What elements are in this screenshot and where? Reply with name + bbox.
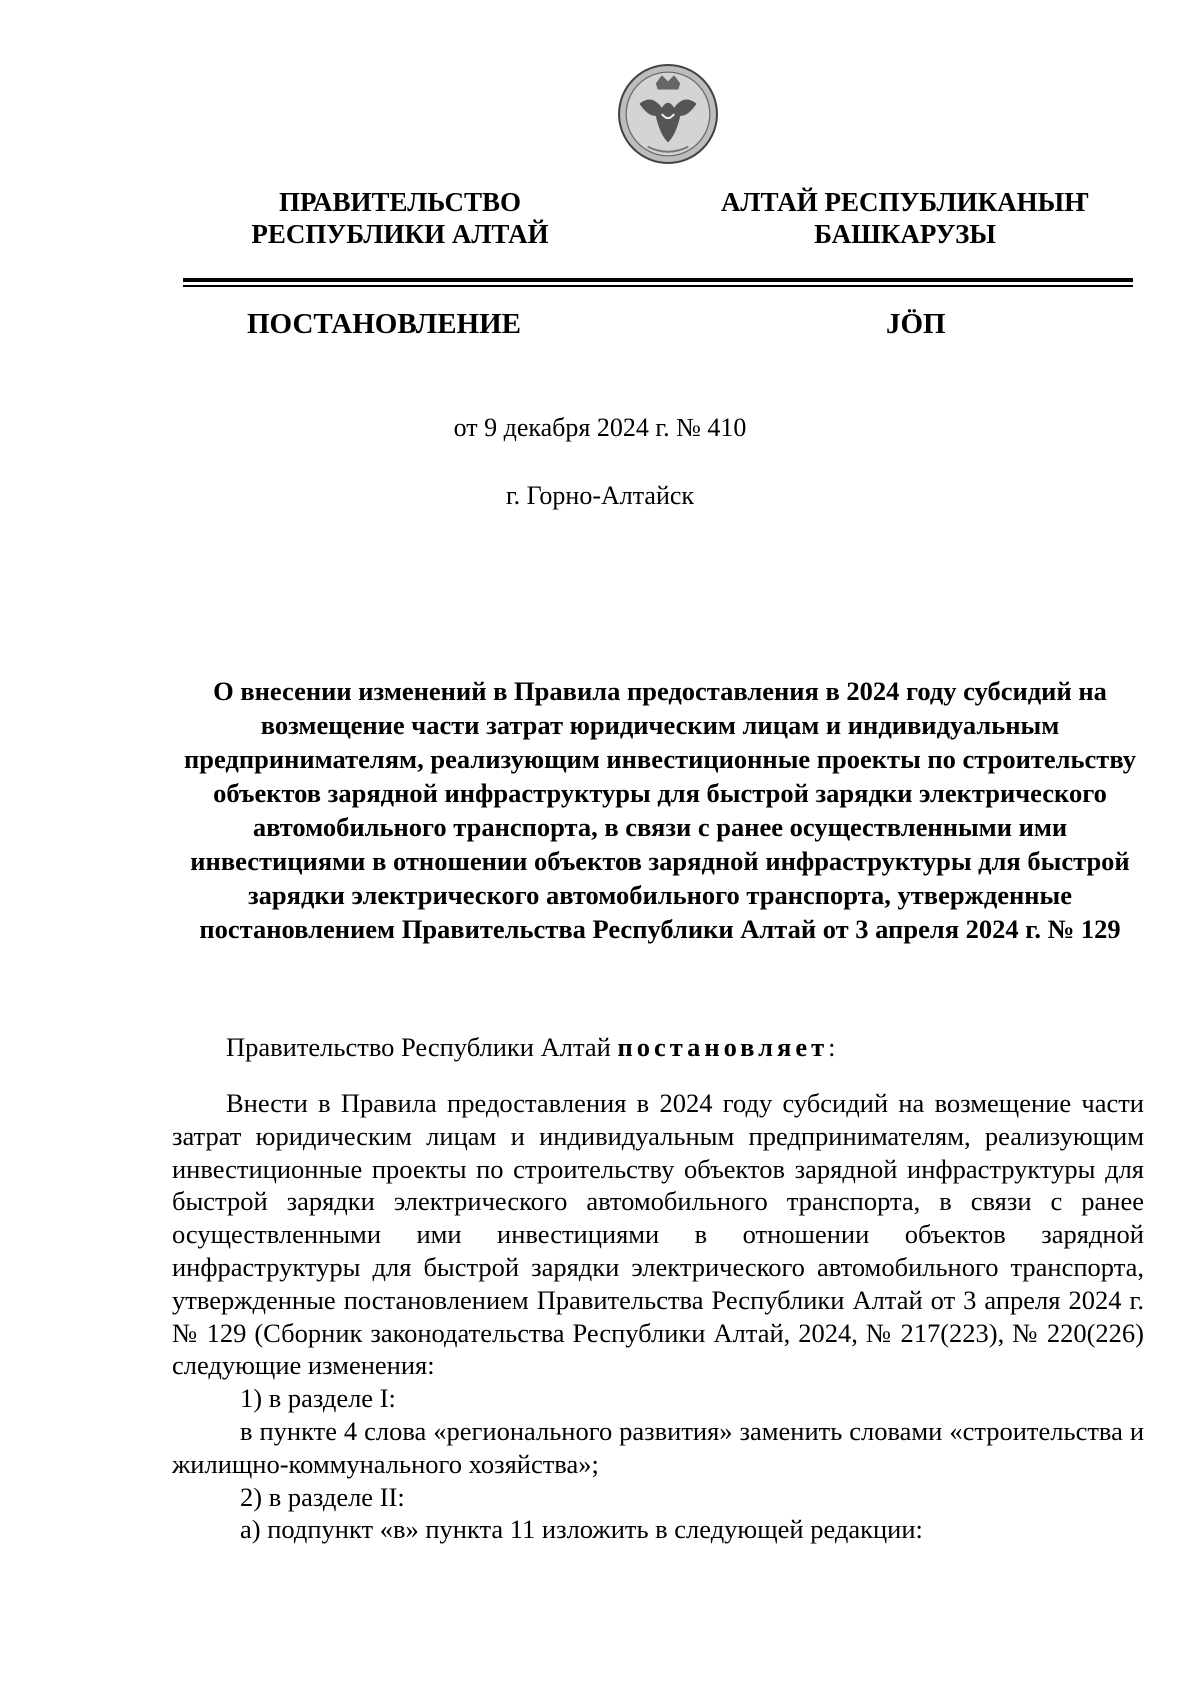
issuer-name-line: РЕСПУБЛИКИ АЛТАЙ <box>251 219 549 249</box>
issuer-name-line: АЛТАЙ РЕСПУБЛИКАНЫҤ <box>720 187 1090 217</box>
body-paragraph: Внести в Правила предоставления в 2024 году субсидий на возмещение части затрат юридическим лицам и индивидуальным предпринимателям, реализующим инвестиционные проекты по строительству объектов зарядной инфраструктуры для быстрой зарядки электрического автомобильного транспорта, в связи с ранее осуществленными ими инвестициями в отношении объектов зарядной инфраструктуры для быстрой зарядки электрического автомобильного транспорта, утвержденные постановлением Правительства Республики Алтай от 3 апреля 2024 г. № 129 (Сборник законодательства Республики Алтай, 2024, № 217(223), № 220(226) следующие изменения: <box>172 1088 1144 1381</box>
issuer-name-line: БАШКАРУЗЫ <box>814 219 996 249</box>
header-divider-thick <box>183 278 1133 282</box>
preamble <box>226 1032 836 1063</box>
list-item-section-2: 2) в разделе II: <box>240 1481 405 1512</box>
document-type-russian: ПОСТАНОВЛЕНИЕ <box>247 308 522 340</box>
preamble-action: постановляет <box>617 1032 829 1062</box>
list-item-section-1-text: в пункте 4 слова «регионального развития» заменить словами «строительства и жилищно-коммунального хозяйства»; <box>172 1415 1144 1479</box>
list-item-section-1: 1) в разделе I: <box>240 1383 396 1414</box>
preamble-text: Правительство Республики Алтай <box>226 1032 618 1062</box>
preamble-colon: : <box>828 1032 836 1062</box>
coat-of-arms-emblem <box>617 63 719 165</box>
issuer-name-altai <box>690 186 1120 250</box>
document-title: О внесении изменений в Правила предоставления в 2024 году субсидий на возмещение части затрат юридическим лицам и индивидуальным предпринимателям, реализующим инвестиционные проекты по строительству объектов зарядной инфраструктуры для быстрой зарядки электрического автомобильного транспорта, в связи с ранее осуществленными ими инвестициями в отношении объектов зарядной инфраструктуры для быстрой зарядки электрического автомобильного транспорта, утвержденные постановлением Правительства Республики Алтай от 3 апреля 2024 г. № 129 <box>184 676 1136 944</box>
issuer-name-russian <box>200 186 600 250</box>
list-item-section-2a: а) подпункт «в» пункта 11 изложить в следующей редакции: <box>240 1514 923 1545</box>
header-divider-thin <box>183 285 1133 287</box>
issuer-name-line: ПРАВИТЕЛЬСТВО <box>278 187 522 217</box>
document-date-number: от 9 декабря 2024 г. № 410 <box>453 413 747 442</box>
document-body <box>172 1087 1144 1546</box>
document-type-altai: JÖП <box>886 308 946 340</box>
document-city: г. Горно-Алтайск <box>505 481 695 510</box>
